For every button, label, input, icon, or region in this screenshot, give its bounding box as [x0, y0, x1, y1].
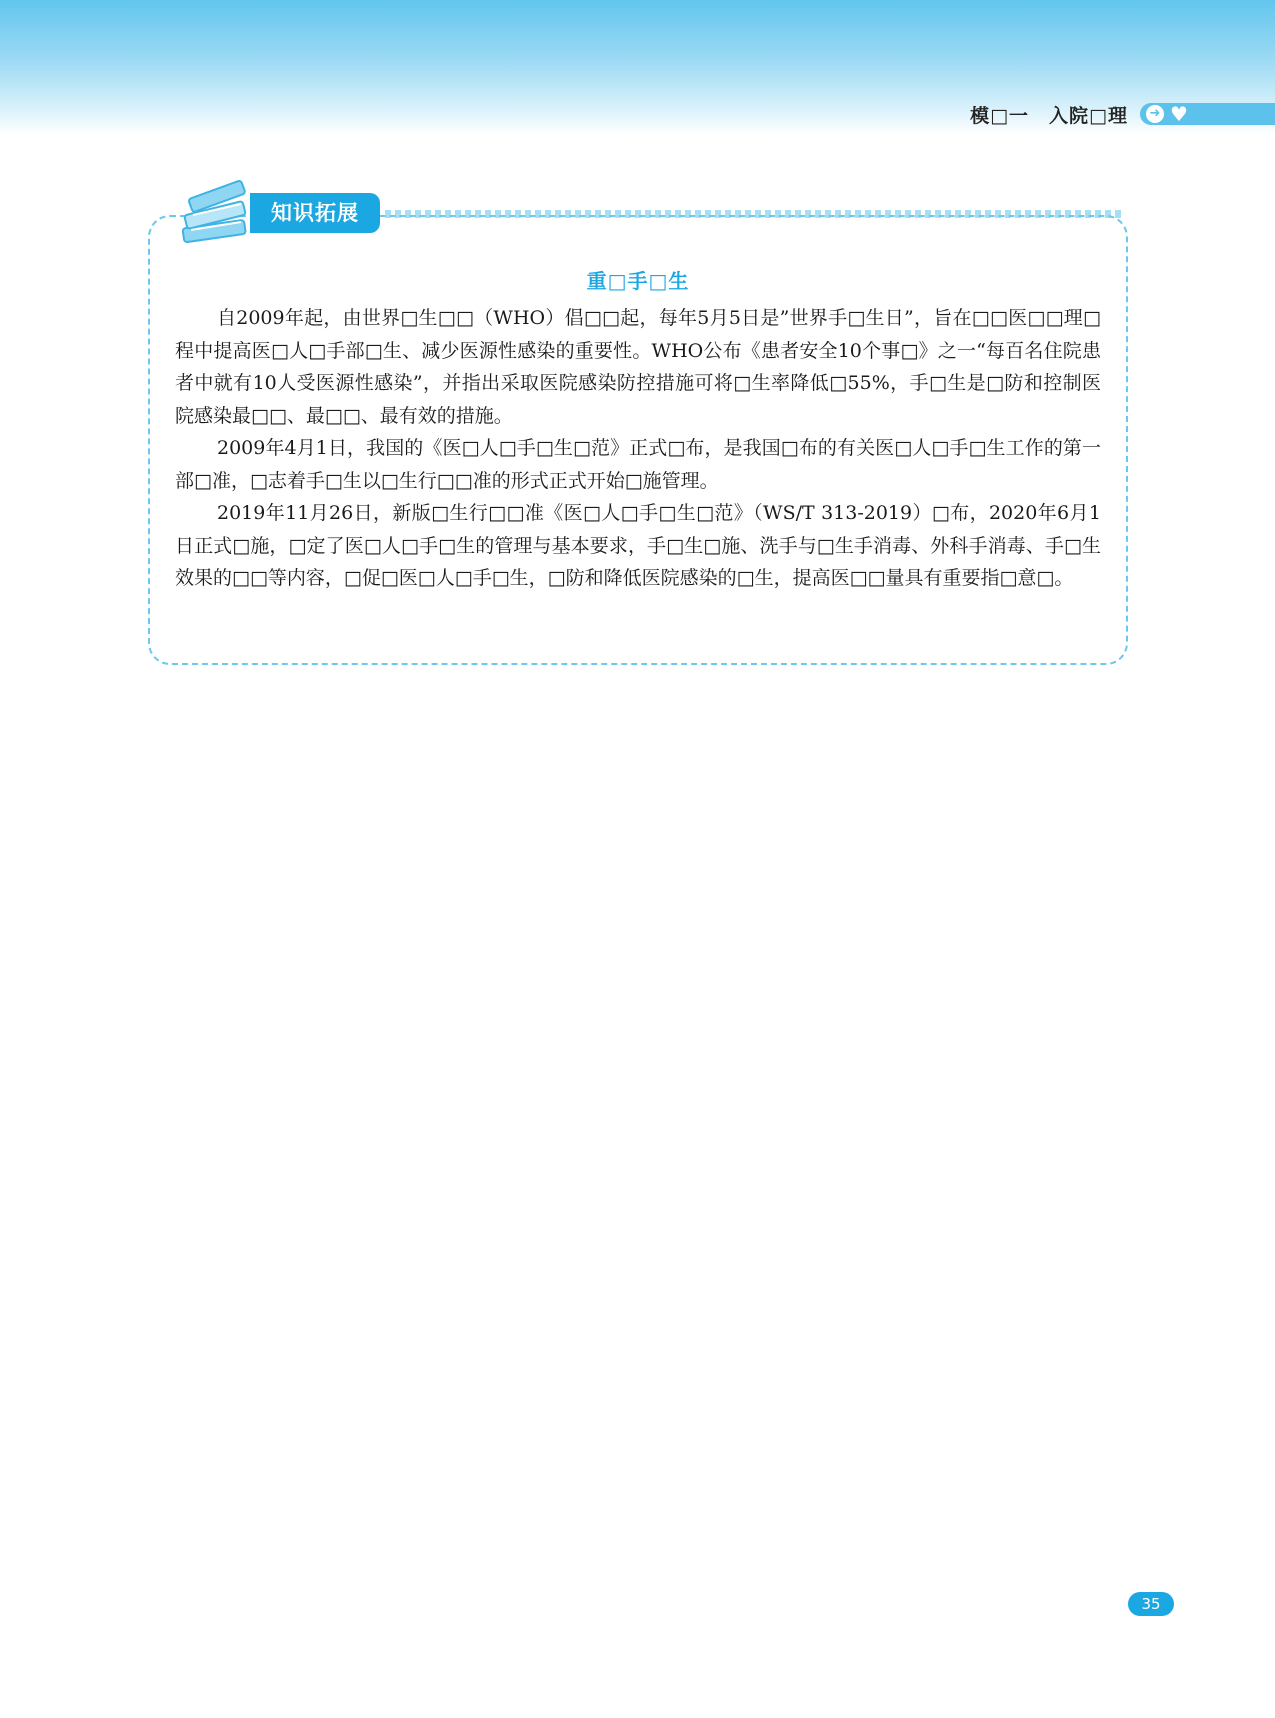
box-top-border-decoration [385, 210, 1125, 218]
knowledge-tag: 知识拓展 [250, 193, 380, 233]
knowledge-body [175, 302, 1101, 595]
paragraph-2: 2009年4月1日，我国的《医□人□手□生□范》正式□布，是我国□布的有关医□人□手□生工作的第一部□准，□志着手□生以□生行□□准的形式正式开始□施管理。 [175, 437, 1101, 492]
header-title [970, 101, 1128, 128]
books-icon [175, 180, 255, 248]
header-module: 模□一 [970, 104, 1030, 127]
section-title: 重□手□生 [586, 269, 690, 293]
page-number: 35 [1128, 1592, 1174, 1616]
paragraph-3: 2019年11月26日，新版□生行□□准《医□人□手□生□范》（WS/T 313-2019）□布，2020年6月1日正式□施，□定了医□人□手□生的管理与基本要求，手□生□施、洗手与□生手消毒、外科手消毒、手□生效果的□□等内容，□促□医□人□手□生，□防和降低医院感染的□生，提高医□□量具有重要指□意□。 [175, 502, 1101, 589]
running-header [970, 100, 1275, 128]
heart-icon: ♥ [1170, 102, 1188, 126]
paragraph-1: 自2009年起，由世界□生□□（WHO）倡□□起，每年5月5日是”世界手□生日”，旨在□□医□□理□程中提高医□人□手部□生、减少医源性感染的重要性。WHO公布《患者安全10个事□》之一“每百名住院患者中就有10人受医源性感染”，并指出采取医院感染防控措施可将□生率降低□55%，手□生是□防和控制医院感染最□□、最□□、最有效的措施。 [175, 307, 1101, 427]
arrow-circle-icon: ➜ [1146, 105, 1164, 123]
header-tab [1140, 103, 1275, 125]
header-section: 入院□理 [1049, 104, 1128, 127]
